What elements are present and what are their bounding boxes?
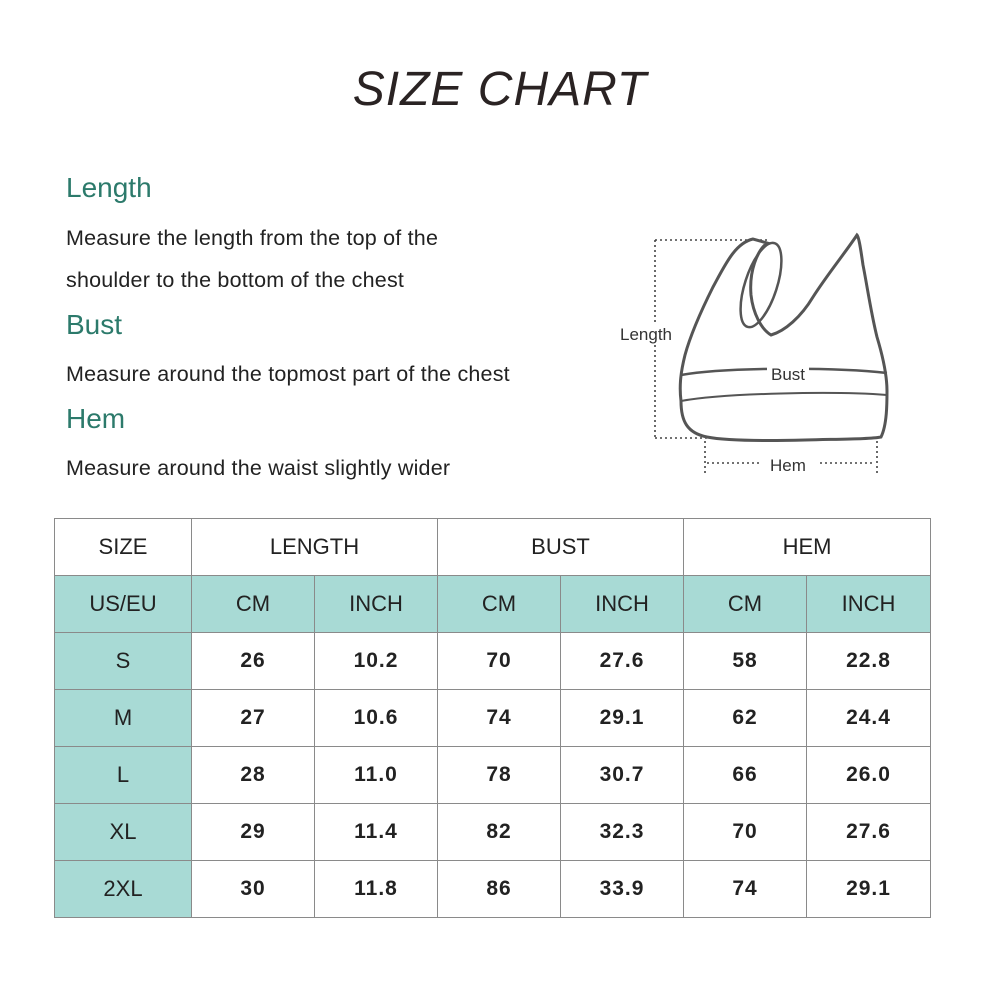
table-header-row [55,519,931,576]
hem-group-header: HEM [684,519,931,576]
hem-inch: 26.0 [807,747,931,804]
bust-inch: 32.3 [561,804,684,861]
length-inch-header: INCH [315,576,438,633]
table-row [55,747,931,804]
hem-cm: 70 [684,804,807,861]
table-row [55,804,931,861]
garment-diagram [615,225,915,485]
length-inch: 11.0 [315,747,438,804]
size-label: XL [55,804,192,861]
bust-cm: 82 [438,804,561,861]
bust-cm-header: CM [438,576,561,633]
bust-inch: 30.7 [561,747,684,804]
hem-cm: 58 [684,633,807,690]
bust-cm: 74 [438,690,561,747]
bust-heading: Bust [66,309,123,340]
length-inch: 11.8 [315,861,438,918]
length-inch: 10.6 [315,690,438,747]
table-row [55,861,931,918]
length-description-line-1: Measure the length from the top of the [66,226,439,250]
hem-inch: 27.6 [807,804,931,861]
bust-inch-header: INCH [561,576,684,633]
hem-cm: 66 [684,747,807,804]
bust-cm: 70 [438,633,561,690]
hem-cm: 62 [684,690,807,747]
length-cm: 28 [192,747,315,804]
bust-group-header: BUST [438,519,684,576]
length-cm: 29 [192,804,315,861]
diagram-length-label: Length [620,325,672,344]
table-row [55,633,931,690]
length-cm-header: CM [192,576,315,633]
length-cm: 30 [192,861,315,918]
hem-cm-header: CM [684,576,807,633]
size-label: S [55,633,192,690]
hem-inch: 22.8 [807,633,931,690]
size-label: 2XL [55,861,192,918]
size-table [54,518,931,918]
bust-inch: 29.1 [561,690,684,747]
size-label: M [55,690,192,747]
length-inch: 10.2 [315,633,438,690]
diagram-hem-label: Hem [770,456,806,475]
bust-inch: 27.6 [561,633,684,690]
size-column-header: SIZE [55,519,192,576]
size-label: L [55,747,192,804]
hem-cm: 74 [684,861,807,918]
length-inch: 11.4 [315,804,438,861]
length-heading: Length [66,172,152,203]
hem-inch-header: INCH [807,576,931,633]
sports-bra-illustration [615,225,915,485]
hem-description: Measure around the waist slightly wider [66,456,451,480]
length-group-header: LENGTH [192,519,438,576]
bust-cm: 78 [438,747,561,804]
bust-inch: 33.9 [561,861,684,918]
hem-heading: Hem [66,403,126,434]
us-eu-label: US/EU [55,576,192,633]
page-title: SIZE CHART [352,63,648,116]
table-row [55,690,931,747]
hem-inch: 24.4 [807,690,931,747]
diagram-bust-label: Bust [767,365,809,385]
length-cm: 27 [192,690,315,747]
length-cm: 26 [192,633,315,690]
bust-cm: 86 [438,861,561,918]
unit-row [55,576,931,633]
length-description-line-2: shoulder to the bottom of the chest [66,268,405,292]
bust-description: Measure around the topmost part of the chest [66,362,510,386]
hem-inch: 29.1 [807,861,931,918]
